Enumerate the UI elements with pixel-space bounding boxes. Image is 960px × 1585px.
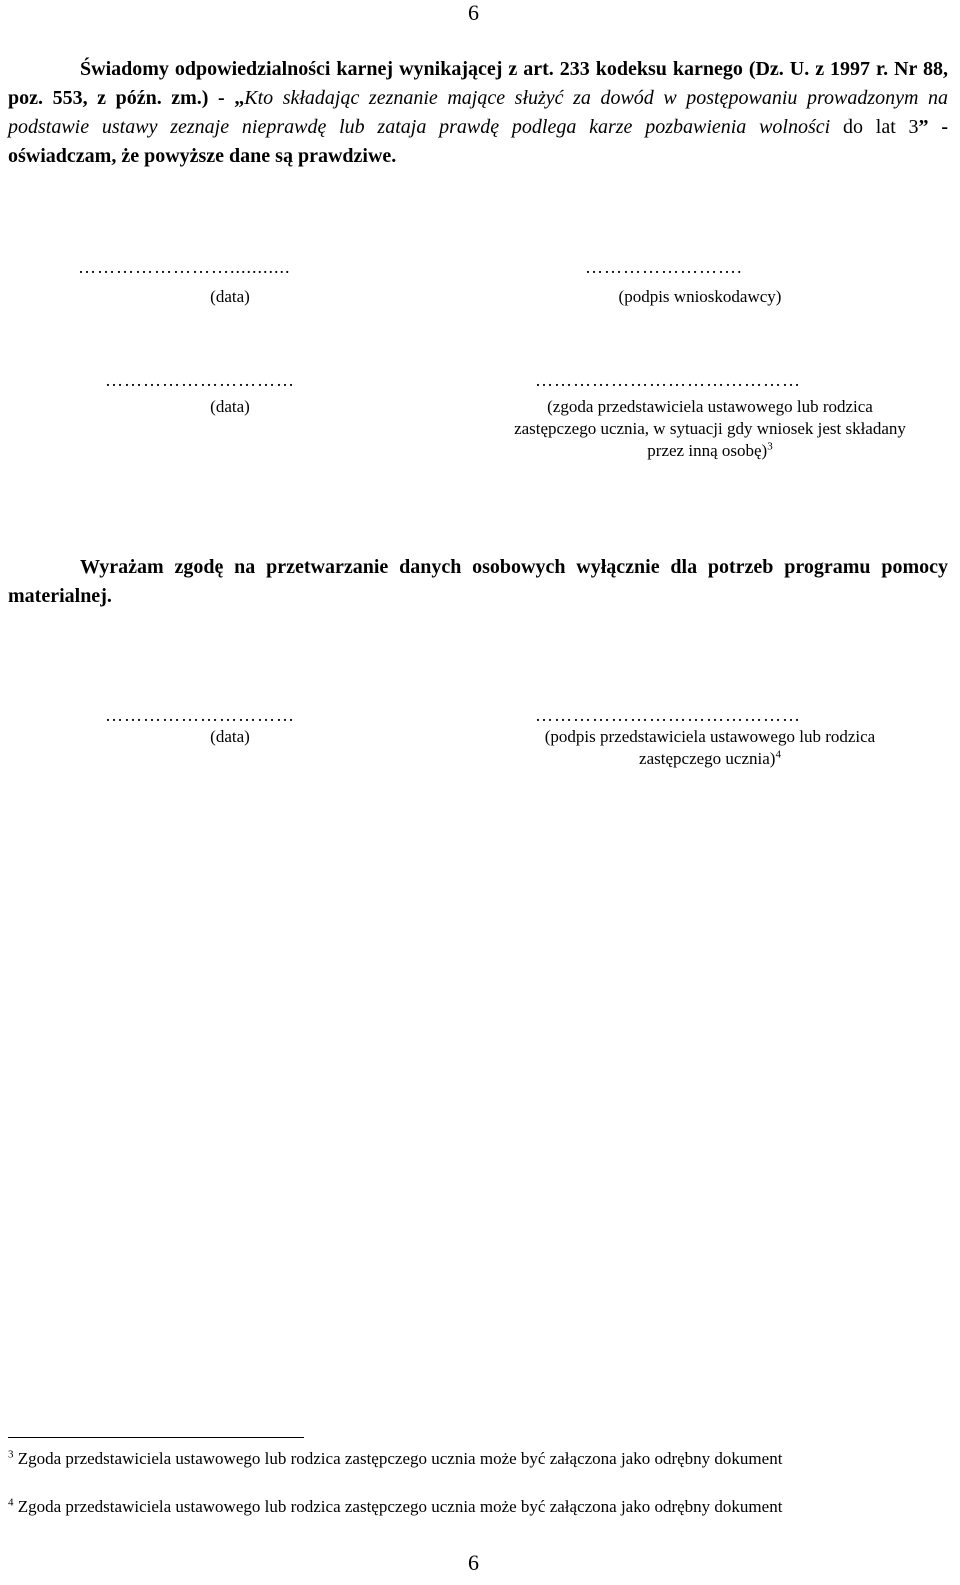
footnote-4 [8,1495,888,1518]
footnote-ref-3: 3 [767,440,773,453]
date-label-1: (data) [210,287,250,306]
signature-line-guardian: …………………………………… [535,705,801,725]
page-number-bottom: 6 [468,1550,479,1575]
footnote-text-3: Zgoda przedstawiciela ustawowego lub rodzica zastępczego ucznia może być załączona jako odrębny dokument [17,1449,783,1468]
signature-line-date-3: ………………………… [105,705,295,725]
guardian-signature-text: (podpis przedstawiciela ustawowego lub rodzica zastępczego ucznia) [544,727,876,768]
declaration-quote: Kto składając zeznanie mające służyć za dowód w postępowaniu prowadzonym na podstawie ustawy zeznaje nieprawdę lub zataja prawdę podlega karze pozbawienia wolności [8,87,948,138]
footnote-separator [8,1437,304,1438]
declaration-statement: ” - oświadczam, że powyższe dane są prawdziwe. [8,116,948,167]
footnote-3 [8,1447,888,1470]
signature-line-applicant: ……………………. [585,257,743,277]
data-processing-consent [8,553,948,611]
guardian-consent-text: (zgoda przedstawiciela ustawowego lub rodzica zastępczego ucznia, w sytuacji gdy wniosek jest składany przez inną osobę) [514,397,906,460]
date-label-3: (data) [210,727,250,746]
consent-text: Wyrażam zgodę na przetwarzanie danych osobowych wyłącznie dla potrzeb programu pomocy materialnej. [8,556,948,607]
applicant-signature-label: (podpis wnioskodawcy) [618,287,782,306]
declaration-paragraph [8,55,948,171]
signature-line-guardian-consent: …………………………………… [535,370,801,390]
declaration-penalty: do lat 3 [830,116,919,138]
guardian-signature-label [505,726,915,770]
guardian-consent-label [505,396,915,462]
date-label-2: (data) [210,397,250,416]
declaration-intro: Świadomy odpowiedzialności karnej wynikającej z art. 233 kodeksu karnego (Dz. U. z 1997 r. Nr 88, poz. 553, z późn. zm.) - „ [8,58,948,109]
footnote-text-4: Zgoda przedstawiciela ustawowego lub rodzica zastępczego ucznia może być załączona jako odrębny dokument [17,1497,783,1516]
footnote-mark-3: 3 [8,1448,14,1461]
footnote-ref-4: 4 [775,748,781,761]
page-number-top: 6 [468,0,479,25]
signature-line-date-2: ………………………… [105,370,295,390]
footnote-mark-4: 4 [8,1496,14,1509]
signature-line-date-1: ……………………........... [78,257,291,277]
